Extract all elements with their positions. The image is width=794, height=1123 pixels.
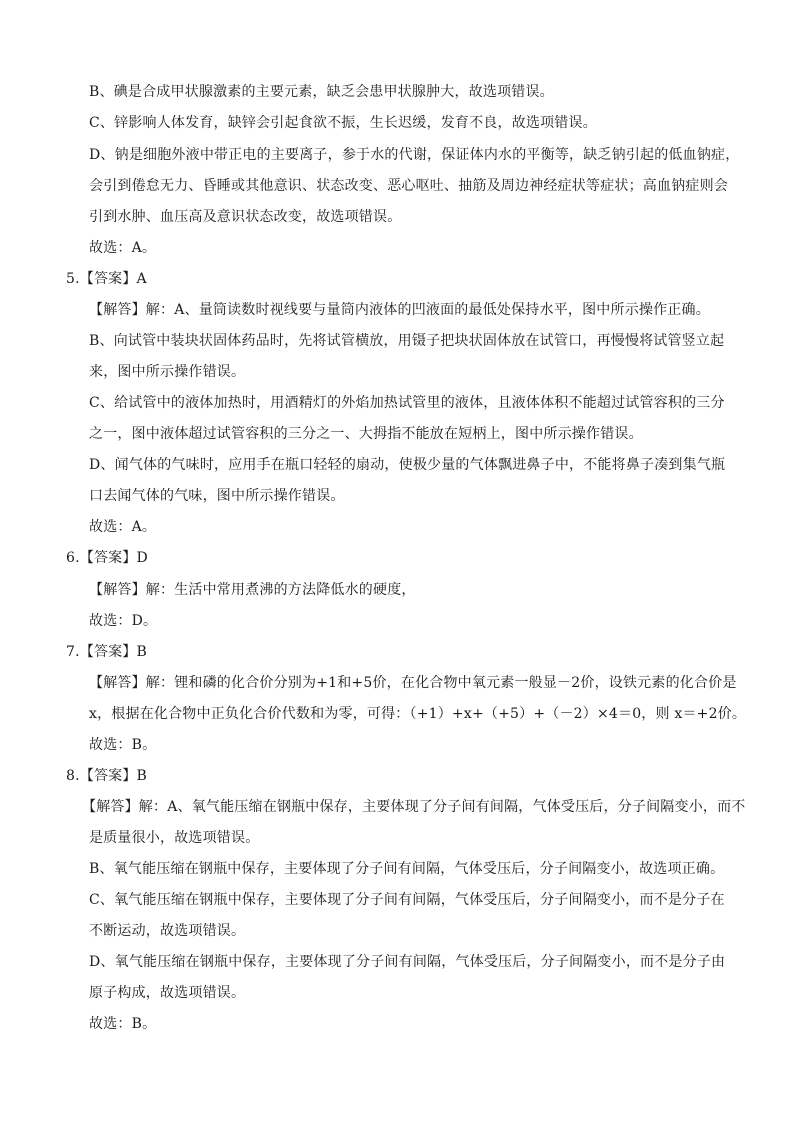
q4-option-c-text: C、锌影响人体发育，缺锌会引起食欲不振，生长迟缓，发育不良，故选项错误。 [89,115,597,131]
q7-explanation-continued: x，根据在化合物中正负化合价代数和为零，可得：（+1）+x+（+5）+（－2）×4＝0，则 x＝+2价。 [89,706,747,722]
q8-explanation-a: 【解答】解：A、氧气能压缩在钢瓶中保存，主要体现了分子间有间隔，气体受压后，分子间隔变小，而不 [82,799,746,815]
q5-option-c-continued: 之一，图中液体超过试管容积的三分之一、大拇指不能放在短柄上，图中所示操作错误。 [89,426,643,442]
q8-conclusion: 故选：B。 [89,1016,157,1032]
q8-answer-heading: 8.【答案】B [66,768,148,784]
q5-conclusion: 故选：A。 [89,519,157,535]
q6-answer-heading: 6.【答案】D [66,550,148,566]
q8-option-c-continued: 不断运动，故选项错误。 [89,923,246,939]
q5-answer-heading: 5.【答案】A [66,271,147,287]
q8-option-c-text: C、氧气能压缩在钢瓶中保存，主要体现了分子间有间隔，气体受压后，分子间隔变小，而不是分子在 [89,892,725,908]
q5-option-b-text: B、向试管中装块状固体药品时，先将试管横放，用镊子把块状固体放在试管口，再慢慢将试管竖立起 [89,333,725,349]
q4-option-b-text: B、碘是合成甲状腺激素的主要元素，缺乏会患甲状腺肿大，故选项错误。 [89,84,554,100]
q4-conclusion: 故选：A。 [89,240,157,256]
q4-option-d-continued-2: 引到水肿、血压高及意识状态改变，故选项错误。 [89,209,402,225]
q5-explanation-a: 【解答】解：A、量筒读数时视线要与量筒内液体的凹液面的最低处保持水平，图中所示操作正确。 [89,302,710,318]
q8-explanation-a-continued: 是质量很小，故选项错误。 [89,830,260,846]
q8-option-d-continued: 原子构成，故选项错误。 [89,985,246,1001]
q5-option-d-text: D、闻气体的气味时，应用手在瓶口轻轻的扇动，使极少量的气体飘进鼻子中，不能将鼻子凑到集气瓶 [89,457,726,473]
q7-conclusion: 故选：B。 [89,737,157,753]
q5-option-d-continued: 口去闻气体的气味，图中所示操作错误。 [89,488,345,504]
q4-option-d-continued: 会引到倦怠无力、昏睡或其他意识、状态改变、恶心呕吐、抽筋及周边神经症状等症状；高血钠症则会 [89,178,728,194]
q7-explanation: 【解答】解：锂和磷的化合价分别为+1和+5价，在化合物中氧元素一般显－2价，设铁元素的化合价是 [89,675,737,691]
q5-option-c-text: C、给试管中的液体加热时，用酒精灯的外焰加热试管里的液体，且液体体积不能超过试管容积的三分 [89,395,725,411]
q6-conclusion: 故选：D。 [89,613,158,629]
q4-option-d-text: D、钠是细胞外液中带正电的主要离子，参于水的代谢，保证体内水的平衡等，缺乏钠引起的低血钠症， [89,147,740,163]
q5-option-b-continued: 来，图中所示操作错误。 [89,364,246,380]
q7-answer-heading: 7.【答案】B [66,644,148,660]
q8-option-d-text: D、氧气能压缩在钢瓶中保存，主要体现了分子间有间隔，气体受压后，分子间隔变小，而不是分子由 [89,954,726,970]
q8-option-b-text: B、氧气能压缩在钢瓶中保存，主要体现了分子间有间隔，气体受压后，分子间隔变小，故选项正确。 [89,861,725,877]
q6-explanation: 【解答】解：生活中常用煮沸的方法降低水的硬度， [89,582,416,598]
